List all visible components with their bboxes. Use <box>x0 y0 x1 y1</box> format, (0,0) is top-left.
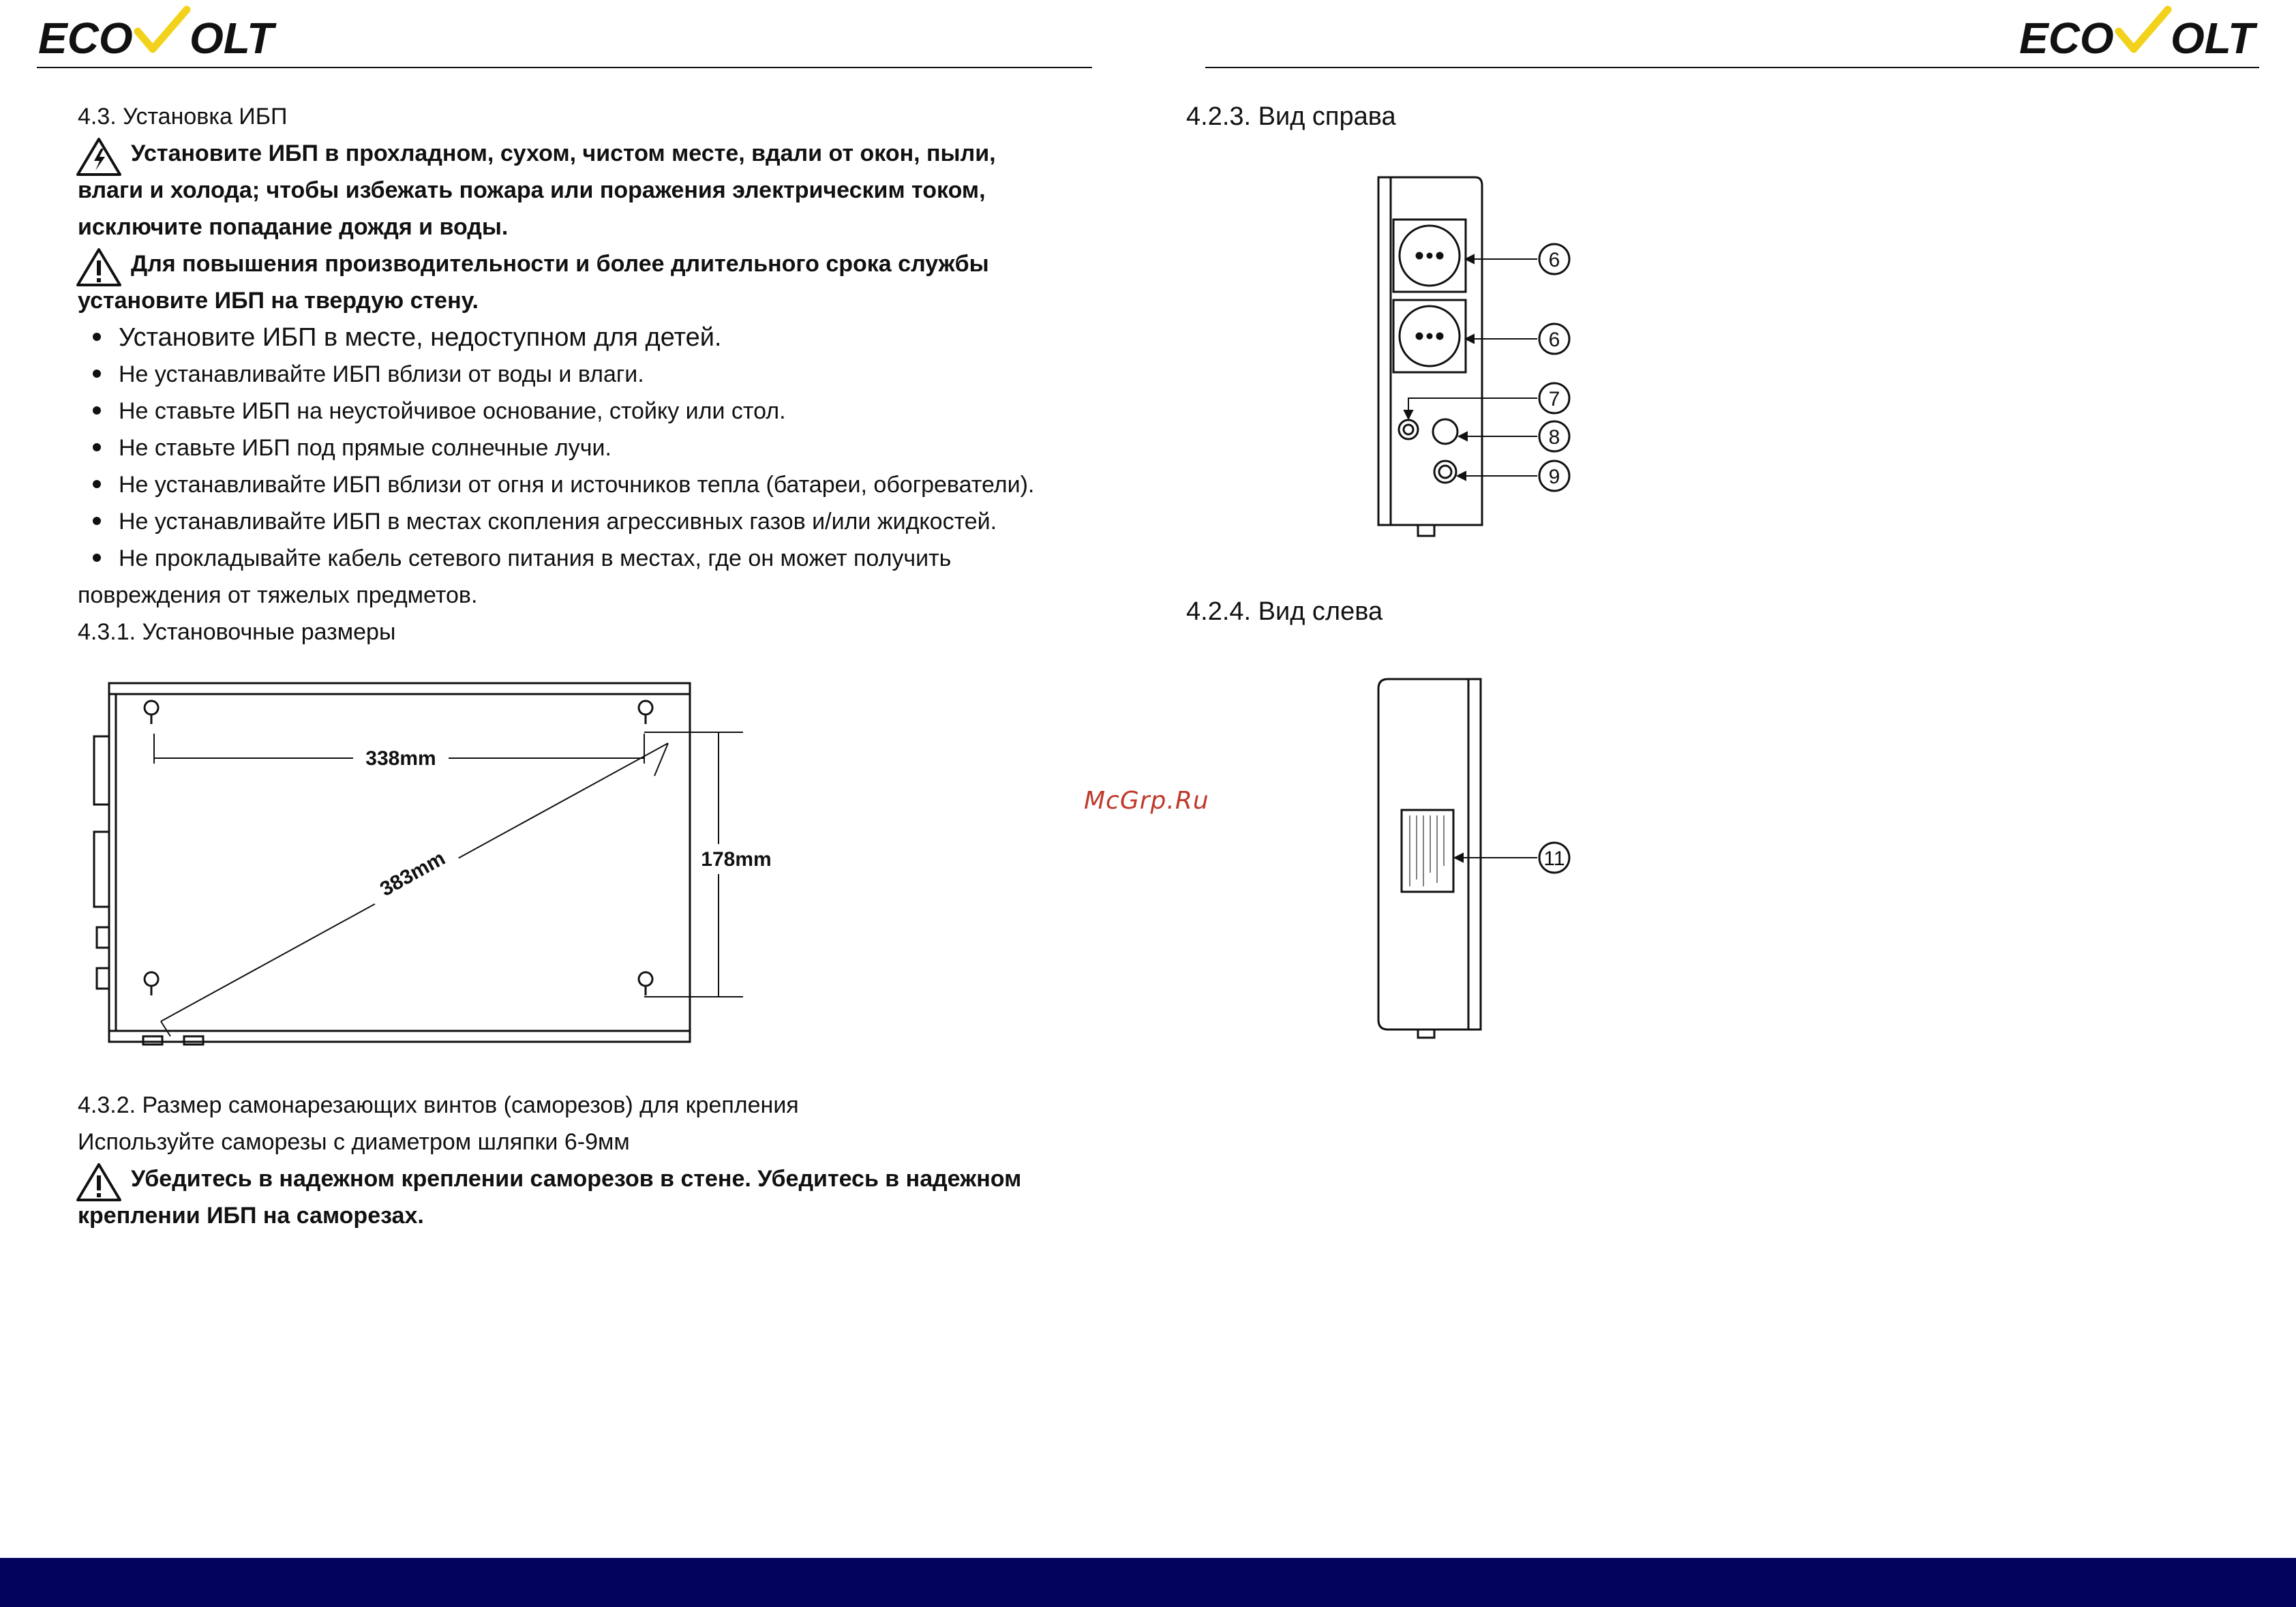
ecovolt-logo <box>2016 5 2276 60</box>
logo-check-icon <box>2119 10 2168 49</box>
callout-label: 7 <box>1548 388 1560 410</box>
logo-check-icon <box>138 10 187 49</box>
bullet-item: Не ставьте ИБП под прямые солнечные лучи. <box>119 435 611 461</box>
view-left-title: 4.2.4. Вид слева <box>1186 597 1383 626</box>
logo-right <box>2016 5 2276 60</box>
warning1-line1: Установите ИБП в прохладном, сухом, чистом месте, вдали от окон, пыли, <box>131 140 996 166</box>
callout-label: 6 <box>1548 329 1560 351</box>
electric-warning-icon <box>75 136 123 177</box>
callout-label: 8 <box>1548 426 1560 449</box>
button-icon <box>1433 419 1457 444</box>
warning2-line1: Для повышения производительности и более длительного срока службы <box>131 251 989 277</box>
caution-icon <box>75 247 123 288</box>
callout-label: 11 <box>1543 847 1565 870</box>
bullet-icon <box>93 517 101 525</box>
screw-size-text: Используйте саморезы с диаметром шляпки 6-9мм <box>78 1129 630 1155</box>
bullet-item: Не устанавливайте ИБП вблизи от огня и источников тепла (батареи, обогреватели). <box>119 472 1035 498</box>
ups-left-side-diagram <box>1363 675 1602 1043</box>
ups-right-side-diagram <box>1363 170 1602 545</box>
bullet-item: Не прокладывайте кабель сетевого питания в местах, где он может получить <box>119 545 952 571</box>
warning3-line2: креплении ИБП на саморезах. <box>78 1203 424 1229</box>
connector-icon <box>1434 461 1456 483</box>
section-title: 4.3. Установка ИБП <box>78 104 288 130</box>
width-dimension-label: 338mm <box>365 747 436 770</box>
bullet-icon <box>93 333 101 341</box>
bullet-icon <box>93 443 101 451</box>
warning1-line3: исключите попадание дождя и воды. <box>78 214 509 240</box>
bullet-icon <box>93 370 101 378</box>
power-outlet-icon <box>1393 300 1466 372</box>
bullet-item: Не устанавливайте ИБП в местах скопления агрессивных газов и/или жидкостей. <box>119 509 997 535</box>
logo-text-olt: OLT <box>190 14 274 60</box>
caution-icon <box>75 1162 123 1203</box>
bullet-icon <box>93 554 101 562</box>
logo-left <box>35 5 294 60</box>
logo-text-eco: ECO <box>38 14 133 60</box>
height-dimension-label: 178mm <box>701 848 772 871</box>
view-right-title: 4.2.3. Вид справа <box>1186 102 1396 131</box>
power-outlet-icon <box>1393 220 1466 292</box>
logo-text-olt: OLT <box>2171 14 2255 60</box>
bullet-item: Не ставьте ИБП на неустойчивое основание, стойку или стол. <box>119 398 786 424</box>
header-rule-left <box>37 67 1092 68</box>
callout-label: 6 <box>1548 249 1560 271</box>
ups-back-outline <box>109 683 690 1042</box>
subsection-title-dimensions: 4.3.1. Установочные размеры <box>78 619 396 645</box>
mounting-dimensions-diagram <box>61 675 798 1050</box>
callout-label: 9 <box>1548 466 1560 488</box>
port-icon <box>1399 420 1418 439</box>
bullet-continuation: повреждения от тяжелых предметов. <box>78 582 478 608</box>
warning2-line2: установите ИБП на твердую стену. <box>78 288 479 314</box>
watermark: McGrp.Ru <box>1084 787 1209 815</box>
ecovolt-logo <box>35 5 294 60</box>
warning3-line1: Убедитесь в надежном креплении саморезов в стене. Убедитесь в надежном <box>131 1166 1022 1192</box>
bullet-icon <box>93 406 101 415</box>
warning1-line2: влаги и холода; чтобы избежать пожара или поражения электрическим током, <box>78 177 986 203</box>
header-rule-right <box>1205 67 2259 68</box>
bullet-icon <box>93 480 101 488</box>
bullet-item: Не устанавливайте ИБП вблизи от воды и влаги. <box>119 361 644 387</box>
bullet-item: Установите ИБП в месте, недоступном для детей. <box>119 323 722 352</box>
logo-text-eco: ECO <box>2019 14 2114 60</box>
diagonal-dimension-label: 383mm <box>376 847 449 901</box>
footer-bar <box>0 1558 2296 1607</box>
subsection-title-screws: 4.3.2. Размер самонарезающих винтов (саморезов) для крепления <box>78 1092 799 1118</box>
